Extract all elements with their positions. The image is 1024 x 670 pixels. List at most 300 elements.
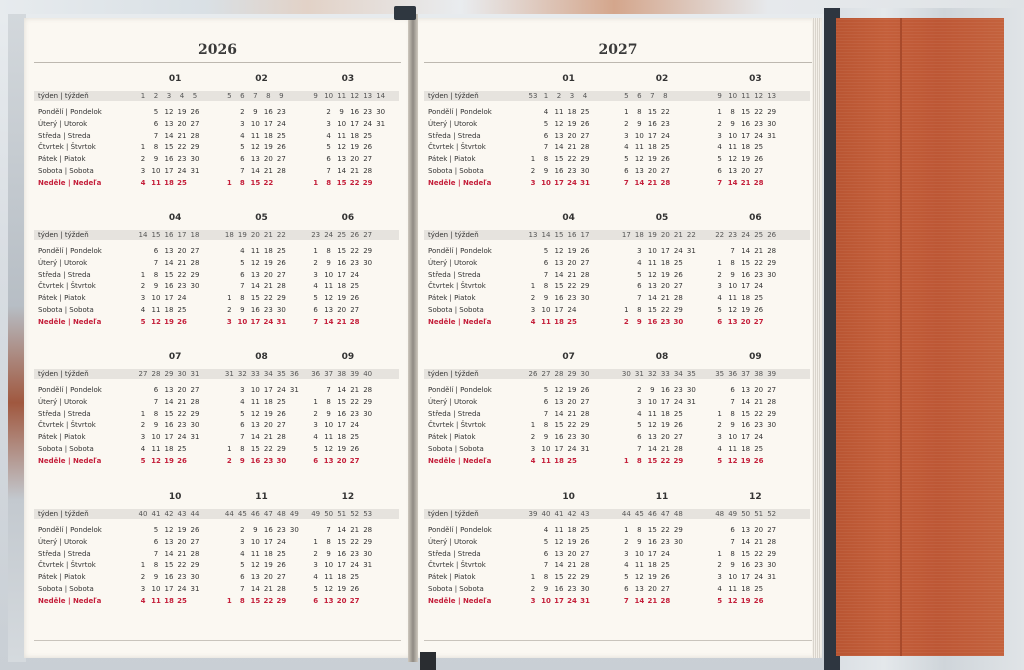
week-number: 6 [637,92,642,100]
day-number: 14 [250,282,260,291]
sunday-day-number: 29 [362,178,373,187]
month-number: 11 [655,492,669,502]
day-number: 18 [741,445,751,453]
day-number: 19 [567,247,577,255]
day-number: 5 [543,119,549,128]
weekday-label: Čtvrtek | Štvrtok [38,561,96,570]
day-number: 15 [337,537,347,546]
sunday-day-number: 5 [140,317,146,326]
day-number: 26 [276,258,286,267]
sunday-day-number: 10 [541,596,551,605]
day-number: 26 [754,306,764,314]
sunday-day-number: 11 [541,317,551,326]
day-number: 31 [363,561,373,570]
week-number: 7 [253,92,258,100]
sunday-day-number: 16 [647,317,658,326]
day-number: 23 [660,119,670,128]
day-number: 15 [647,526,657,534]
day-number: 25 [754,445,764,453]
day-number: 16 [164,282,174,291]
day-number: 23 [567,585,577,593]
day-number: 16 [164,421,174,430]
day-number: 19 [177,108,187,116]
day-number: 2 [140,282,146,291]
day-number: 9 [637,537,642,546]
sunday-day-number: 17 [554,178,564,187]
day-number: 15 [164,143,174,152]
day-number: 7 [153,258,159,267]
day-number: 13 [250,270,260,279]
sunday-day-number: 25 [177,596,187,605]
day-number: 19 [567,537,577,546]
day-number: 31 [190,433,200,442]
day-number: 23 [754,119,764,128]
sunday-day-number: 5 [717,596,723,605]
day-number: 21 [754,537,764,546]
day-number: 20 [660,433,670,442]
day-number: 22 [350,537,360,546]
day-number: 10 [324,561,334,570]
day-number: 14 [164,131,174,140]
day-number: 10 [647,247,657,255]
day-number: 29 [190,143,200,152]
day-number: 27 [276,573,286,582]
day-number: 24 [177,585,187,593]
day-number: 2 [530,433,536,442]
day-number: 13 [324,306,334,314]
day-number: 30 [686,386,696,394]
month-number: 07 [562,352,575,362]
day-number: 15 [164,409,174,418]
day-number: 9 [240,306,245,314]
day-number: 4 [326,131,331,140]
weekday-label: Sobota | Sobota [38,585,94,593]
sunday-day-number: 7 [623,596,629,605]
day-number: 6 [240,270,245,279]
week-number: 4 [179,92,185,100]
day-number: 26 [363,143,373,152]
month-number: 02 [255,74,268,84]
page-footer-line [424,640,812,641]
weekday-label: Středa | Streda [428,549,481,558]
sunday-day-number: 15 [250,596,261,605]
day-number: 3 [140,294,146,303]
day-number: 20 [754,526,764,534]
day-number: 14 [554,270,564,279]
sunday-day-number: 22 [263,596,274,605]
sunday-day-number: 18 [164,596,174,605]
weekday-label: Úterý | Utorok [428,119,478,128]
week-number: 45 [634,510,644,518]
day-number: 14 [554,561,564,570]
day-number: 20 [177,386,187,394]
day-number: 2 [326,108,331,116]
day-number: 29 [276,294,286,303]
week-number: 40 [138,510,148,518]
week-number: 4 [582,92,588,100]
day-number: 19 [741,306,751,314]
day-number: 31 [376,119,386,128]
month-number: 01 [168,74,182,84]
sunday-day-number: 30 [673,317,684,326]
week-number: 49 [311,510,321,518]
sunday-day-number: 11 [151,596,161,605]
day-number: 7 [730,397,735,406]
day-number: 30 [363,549,373,558]
week-number: 38 [337,370,347,378]
day-number: 28 [190,258,200,267]
day-number: 13 [554,397,564,406]
day-number: 31 [289,386,299,394]
week-bar [424,91,810,101]
day-number: 4 [543,526,549,534]
sunday-day-number: 7 [313,317,319,326]
day-number: 21 [567,143,577,152]
day-number: 30 [376,108,386,116]
day-number: 28 [580,561,590,570]
week-number: 9 [717,92,722,100]
day-number: 3 [530,445,536,453]
day-number: 19 [263,409,273,418]
day-number: 24 [276,119,286,128]
month-number: 01 [562,74,575,84]
sunday-day-number: 3 [530,596,536,605]
day-number: 22 [660,306,670,314]
sunday-day-number: 9 [636,317,642,326]
day-number: 31 [190,585,200,593]
day-number: 23 [276,108,286,116]
day-number: 8 [153,561,159,570]
day-number: 9 [253,526,258,534]
day-number: 25 [276,247,286,255]
day-number: 18 [741,585,751,593]
day-number: 8 [637,526,642,534]
week-number: 13 [363,92,373,100]
month-number: 05 [655,213,669,223]
sunday-day-number: 6 [313,596,319,605]
day-number: 13 [554,549,564,558]
month-number: 04 [562,213,575,223]
day-number: 8 [543,282,549,291]
day-number: 4 [240,549,245,558]
day-number: 14 [647,445,657,453]
day-number: 31 [580,445,590,453]
sunday-day-number: 13 [727,317,738,326]
sunday-label: Neděle | Nedeľa [428,317,492,326]
month-block [414,492,822,627]
week-number: 19 [237,231,247,239]
day-number: 13 [250,421,260,430]
day-number: 25 [276,397,286,406]
week-label: týden | týždeň [38,370,89,378]
day-number: 17 [263,386,273,394]
weekday-label: Úterý | Utorok [428,537,478,546]
day-number: 16 [263,526,273,534]
weekday-label: Čtvrtek | Štvrtok [38,143,96,152]
day-number: 25 [276,131,286,140]
day-number: 24 [276,537,286,546]
day-number: 27 [190,537,200,546]
day-number: 8 [326,537,331,546]
day-number: 18 [660,258,670,267]
sunday-day-number: 28 [660,596,671,605]
week-number: 36 [311,370,321,378]
day-number: 10 [337,119,347,128]
day-number: 3 [140,585,146,593]
day-number: 25 [754,294,764,303]
day-number: 16 [554,433,564,442]
day-number: 12 [324,445,334,453]
day-number: 30 [767,421,777,430]
day-number: 2 [717,421,722,430]
weekday-label: Pondělí | Pondelok [38,108,102,116]
week-number: 41 [554,510,564,518]
day-number: 28 [363,526,373,534]
week-bar [424,230,810,240]
day-number: 27 [660,585,670,593]
day-number: 11 [554,526,564,534]
day-number: 3 [240,537,245,546]
day-number: 4 [140,306,146,314]
sunday-day-number: 26 [753,596,764,605]
day-number: 29 [363,247,373,255]
day-number: 13 [741,526,751,534]
week-number: 37 [741,370,751,378]
day-number: 19 [263,143,273,152]
sunday-day-number: 2 [623,317,629,326]
week-number: 22 [715,231,725,239]
day-number: 18 [567,526,577,534]
day-number: 9 [253,108,258,116]
day-number: 16 [741,270,751,279]
day-number: 5 [543,247,549,255]
day-number: 23 [754,270,764,279]
weekday-label: Středa | Streda [38,409,91,418]
day-number: 28 [767,247,777,255]
day-number: 10 [250,386,260,394]
day-number: 28 [580,143,590,152]
day-number: 15 [164,270,174,279]
day-number: 26 [673,421,683,430]
week-number: 40 [541,510,551,518]
sunday-day-number: 31 [276,317,287,326]
day-number: 20 [350,155,360,164]
week-number: 30 [580,370,590,378]
week-number: 31 [224,370,234,378]
weekday-label: Pátek | Piatok [428,294,476,303]
sunday-day-number: 29 [673,456,684,465]
day-number: 12 [647,270,657,279]
day-number: 24 [754,573,764,582]
ribbon-bookmark-top [394,6,416,20]
sunday-day-number: 18 [554,317,564,326]
month-block [414,352,822,487]
day-number: 16 [250,306,260,314]
day-number: 7 [730,537,735,546]
day-number: 23 [177,421,187,430]
day-number: 3 [624,549,629,558]
weekday-label: Úterý | Utorok [38,119,88,128]
sunday-day-number: 19 [740,456,751,465]
day-number: 15 [647,108,657,116]
week-number: 29 [567,370,577,378]
day-number: 13 [647,433,657,442]
day-number: 15 [554,282,564,291]
day-number: 11 [250,247,260,255]
day-number: 17 [741,282,751,291]
day-number: 4 [313,433,318,442]
day-number: 27 [363,155,373,164]
week-number: 44 [224,510,234,518]
day-number: 26 [190,108,200,116]
weekday-label: Pondělí | Pondelok [428,386,492,394]
sunday-day-number: 18 [554,456,564,465]
weekday-label: Středa | Streda [428,409,481,418]
day-number: 7 [153,131,159,140]
day-number: 12 [250,561,260,570]
day-number: 1 [140,270,146,279]
day-number: 4 [637,258,642,267]
day-number: 12 [647,421,657,430]
day-number: 23 [673,386,683,394]
day-number: 22 [177,561,187,570]
day-number: 28 [190,397,200,406]
week-label: týden | týždeň [428,510,479,518]
sunday-day-number: 17 [554,596,564,605]
month-number: 02 [655,74,669,84]
sunday-day-number: 31 [580,178,590,187]
week-number: 36 [728,370,738,378]
month-number: 10 [168,492,182,502]
day-number: 17 [164,433,174,442]
day-number: 16 [164,573,174,582]
day-number: 20 [177,119,187,128]
week-number: 30 [177,370,187,378]
weekday-label: Čtvrtek | Štvrtok [428,143,486,152]
day-number: 6 [153,247,159,255]
day-number: 28 [767,537,777,546]
day-number: 10 [250,119,260,128]
week-number: 6 [240,92,245,100]
day-number: 12 [554,537,564,546]
day-number: 24 [567,445,577,453]
week-number: 43 [580,510,590,518]
day-number: 27 [767,526,777,534]
day-number: 6 [543,258,549,267]
weekday-label: Sobota | Sobota [38,167,94,175]
day-number: 12 [634,573,644,582]
day-number: 12 [250,143,260,152]
day-number: 20 [567,131,577,140]
day-number: 16 [660,386,670,394]
day-number: 23 [263,306,273,314]
day-number: 8 [543,155,549,164]
day-number: 26 [660,573,670,582]
day-number: 27 [580,131,590,140]
day-number: 4 [637,409,642,418]
day-number: 30 [363,258,373,267]
day-number: 9 [650,386,655,394]
week-label: týden | týždeň [38,510,89,518]
day-number: 7 [240,282,245,291]
day-number: 15 [337,397,347,406]
day-number: 31 [767,573,777,582]
day-number: 8 [153,143,159,152]
day-number: 3 [140,167,146,175]
day-number: 18 [263,131,273,140]
day-number: 9 [326,549,331,558]
sunday-day-number: 2 [226,456,232,465]
day-number: 14 [741,397,751,406]
week-number: 29 [164,370,174,378]
day-number: 5 [717,155,722,164]
day-number: 1 [313,397,318,406]
sunday-label: Neděle | Nedeľa [428,596,492,605]
day-number: 30 [190,421,200,430]
day-number: 16 [337,409,347,418]
day-number: 24 [567,306,577,314]
day-number: 27 [190,386,200,394]
day-number: 19 [263,258,273,267]
day-number: 8 [730,108,735,116]
sunday-day-number: 14 [323,317,334,326]
day-number: 10 [324,421,334,430]
day-number: 8 [543,573,549,582]
day-number: 1 [530,155,536,164]
weekday-label: Čtvrtek | Štvrtok [38,282,96,291]
day-number: 2 [637,386,642,394]
day-number: 5 [543,386,549,394]
week-number: 31 [634,370,644,378]
week-number: 26 [767,231,777,239]
day-number: 9 [153,155,159,164]
week-number: 15 [554,231,564,239]
day-number: 24 [177,433,187,442]
day-number: 23 [363,108,373,116]
week-number: 35 [686,370,696,378]
week-number: 45 [237,510,247,518]
sunday-day-number: 1 [226,596,232,605]
elastic-closure-band [836,18,1004,656]
day-number: 11 [324,433,334,442]
day-number: 18 [660,409,670,418]
day-number: 20 [263,155,273,164]
day-number: 6 [730,386,735,394]
day-number: 20 [567,397,577,406]
sunday-day-number: 26 [753,456,764,465]
day-number: 1 [313,537,318,546]
week-number: 20 [250,231,260,239]
sunday-day-number: 23 [660,317,671,326]
day-number: 15 [554,573,564,582]
day-number: 19 [567,386,577,394]
day-number: 18 [647,561,657,570]
week-number: 42 [567,510,577,518]
day-number: 3 [624,131,629,140]
week-number: 21 [673,231,683,239]
day-number: 14 [741,247,751,255]
sunday-day-number: 25 [177,178,187,187]
day-number: 4 [624,143,629,152]
day-number: 21 [660,445,670,453]
day-number: 25 [350,573,360,582]
day-number: 20 [647,167,657,175]
month-number: 10 [562,492,575,502]
day-number: 12 [554,386,564,394]
day-number: 21 [177,549,187,558]
day-number: 27 [190,247,200,255]
day-number: 22 [350,397,360,406]
